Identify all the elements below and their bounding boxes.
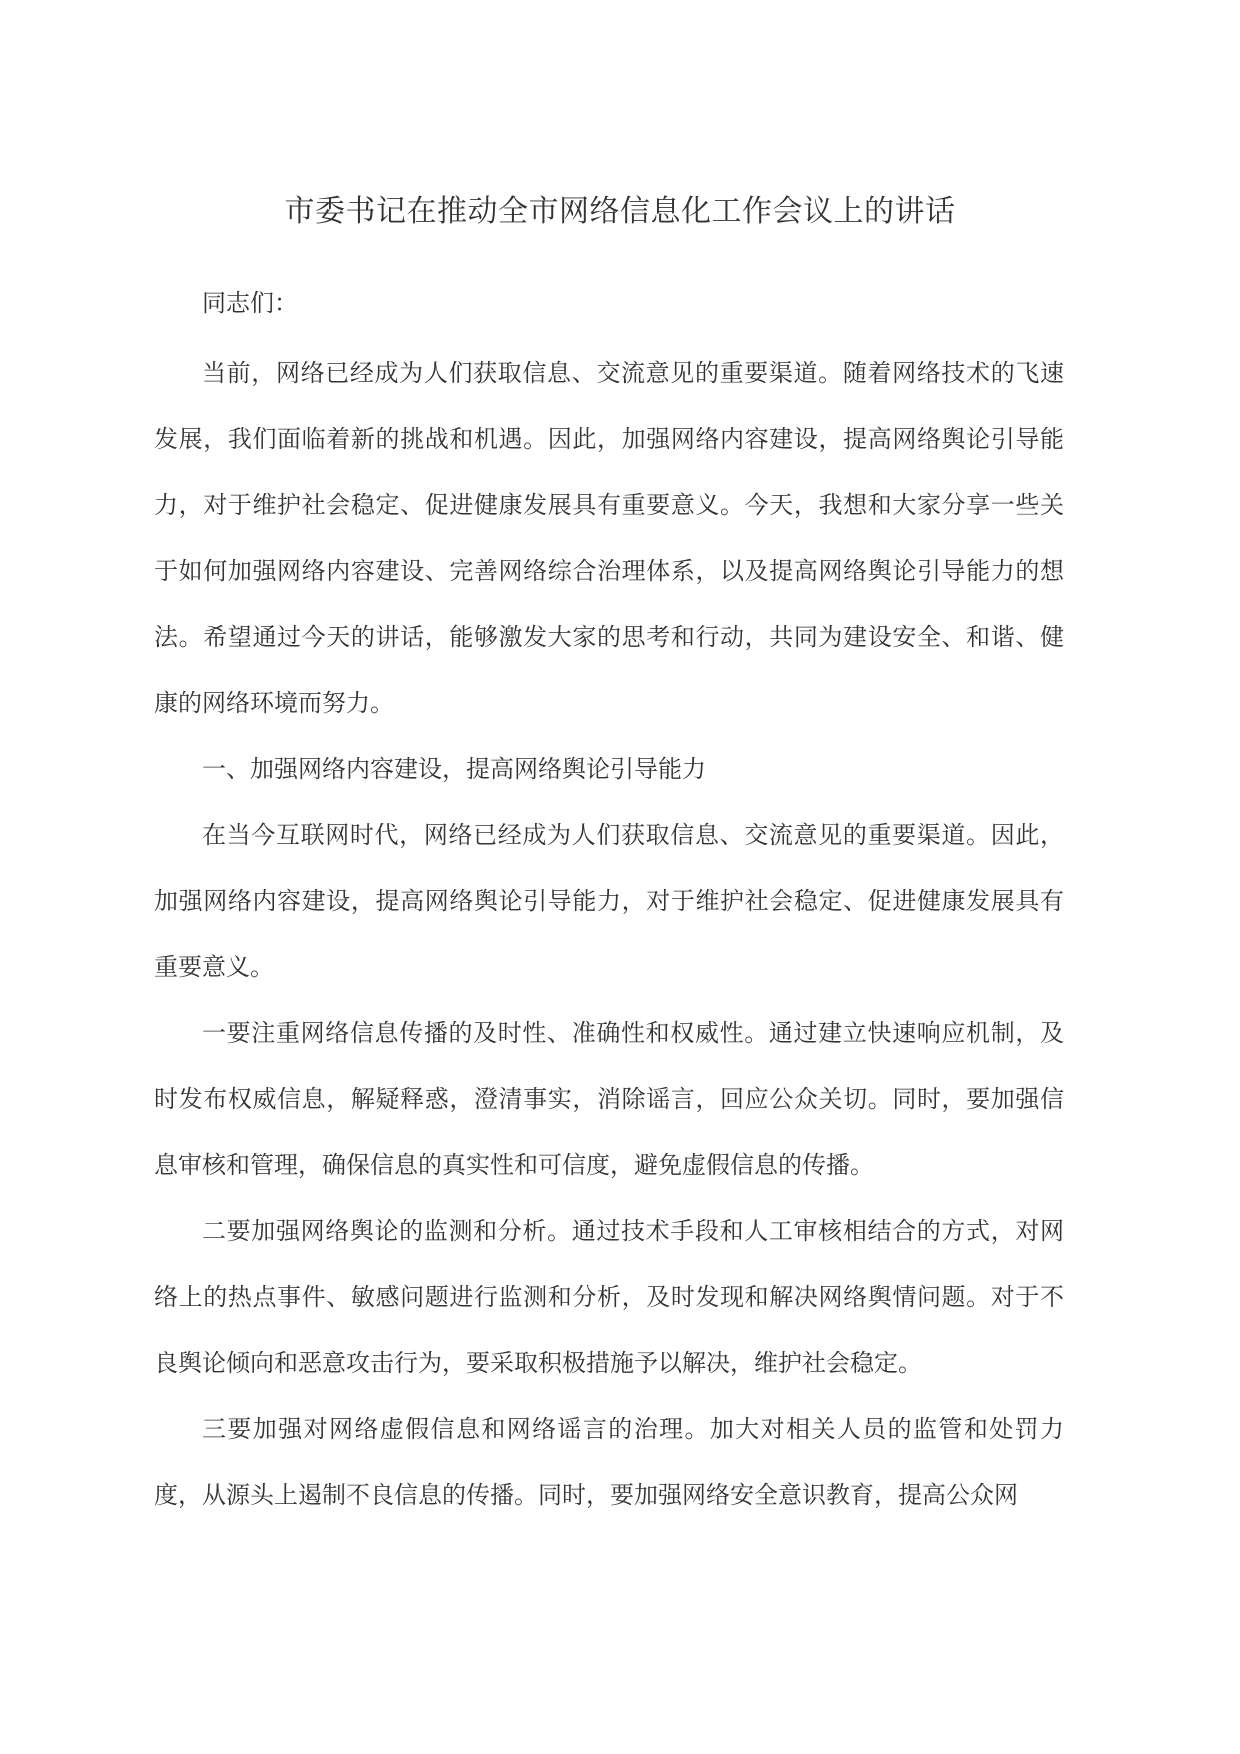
paragraph-point-3: 三要加强对网络虚假信息和网络谣言的治理。加大对相关人员的监管和处罚力度，从源头上遏制不良信息的传播。同时，要加强网络安全意识教育，提高公众网: [154, 1415, 1064, 1509]
document-body: [154, 270, 1064, 1528]
paragraph-point-2: 二要加强网络舆论的监测和分析。通过技术手段和人工审核相结合的方式，对网络上的热点事件、敏感问题进行监测和分析，及时发现和解决网络舆情问题。对于不良舆论倾向和恶意攻击行为，要采取积极措施予以解决，维护社会稳定。: [154, 1217, 1064, 1377]
section-heading-1: 一、加强网络内容建设，提高网络舆论引导能力: [202, 755, 706, 783]
paragraph-point-1: 一要注重网络信息传播的及时性、准确性和权威性。通过建立快速响应机制，及时发布权威信息，解疑释惑，澄清事实，消除谣言，回应公众关切。同时，要加强信息审核和管理，确保信息的真实性和可信度，避免虚假信息的传播。: [154, 1019, 1064, 1179]
paragraph-section-1-intro: 在当今互联网时代，网络已经成为人们获取信息、交流意见的重要渠道。因此，加强网络内容建设，提高网络舆论引导能力，对于维护社会稳定、促进健康发展具有重要意义。: [154, 821, 1064, 981]
salutation: 同志们：: [202, 289, 298, 317]
document-title: 市委书记在推动全市网络信息化工作会议上的讲话: [284, 194, 956, 229]
paragraph-intro: 当前，网络已经成为人们获取信息、交流意见的重要渠道。随着网络技术的飞速发展，我们面临着新的挑战和机遇。因此，加强网络内容建设，提高网络舆论引导能力，对于维护社会稳定、促进健康发展具有重要意义。今天，我想和大家分享一些关于如何加强网络内容建设、完善网络综合治理体系，以及提高网络舆论引导能力的想法。希望通过今天的讲话，能够激发大家的思考和行动，共同为建设安全、和谐、健康的网络环境而努力。: [154, 359, 1064, 717]
